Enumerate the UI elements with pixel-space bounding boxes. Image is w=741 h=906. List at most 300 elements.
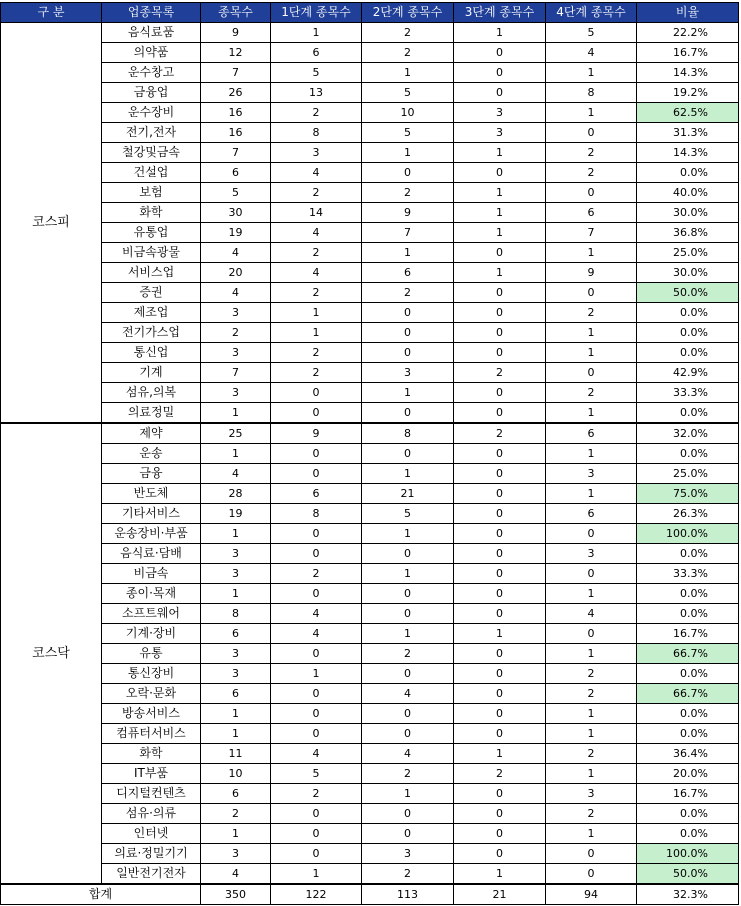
sector-name: 화학 [102,203,201,223]
stage2-count: 2 [362,23,454,43]
ratio: 100.0% [637,844,739,864]
ratio: 75.0% [637,484,739,504]
stage4-count: 0 [546,363,637,383]
stage1-count: 0 [271,464,362,484]
stage1-count: 4 [271,223,362,243]
stage2-count: 5 [362,504,454,524]
stage1-count: 1 [271,303,362,323]
stage3-count: 0 [454,564,546,584]
stage1-count: 0 [271,383,362,403]
stage2-count: 21 [362,484,454,504]
stage1-count: 0 [271,824,362,844]
stock-count: 30 [201,203,271,223]
stage1-count: 6 [271,43,362,63]
ratio: 50.0% [637,283,739,303]
sector-name: 운수장비 [102,103,201,123]
table-row [1,484,739,504]
stage2-count: 1 [362,464,454,484]
stock-count: 1 [201,444,271,464]
stage2-count: 3 [362,363,454,383]
ratio: 0.0% [637,444,739,464]
ratio: 25.0% [637,243,739,263]
stock-count: 25 [201,423,271,444]
stage1-count: 2 [271,784,362,804]
stage2-count: 0 [362,323,454,343]
stage4-count: 3 [546,784,637,804]
sector-name: 보험 [102,183,201,203]
ratio: 19.2% [637,83,739,103]
stage3-count: 3 [454,123,546,143]
stage1-count: 1 [271,23,362,43]
stock-count: 4 [201,464,271,484]
sector-name: 반도체 [102,484,201,504]
stage3-count: 0 [454,544,546,564]
stage2-count: 0 [362,444,454,464]
stock-count: 19 [201,223,271,243]
stage4-count: 6 [546,423,637,444]
table-row [1,163,739,183]
sector-name: 제조업 [102,303,201,323]
sector-name: 비금속광물 [102,243,201,263]
table-row [1,123,739,143]
stage3-count: 0 [454,323,546,343]
stage4-count: 1 [546,644,637,664]
sector-name: 소프트웨어 [102,604,201,624]
stage2-count: 8 [362,423,454,444]
total-stage3: 21 [454,884,546,905]
sector-name: 전기가스업 [102,323,201,343]
stage3-count: 0 [454,844,546,864]
sector-name: 의료정밀 [102,403,201,424]
table-row [1,544,739,564]
stage3-count: 0 [454,684,546,704]
stage2-count: 0 [362,303,454,323]
table-row [1,704,739,724]
stage4-count: 0 [546,624,637,644]
table-row [1,103,739,123]
stock-count: 10 [201,764,271,784]
table-row [1,504,739,524]
sector-name: 철강및금속 [102,143,201,163]
sector-name: 음식료품 [102,23,201,43]
table-row [1,223,739,243]
stock-count: 28 [201,484,271,504]
stock-count: 16 [201,103,271,123]
stage1-count: 4 [271,744,362,764]
stage3-count: 0 [454,464,546,484]
stage2-count: 9 [362,203,454,223]
stage4-count: 2 [546,303,637,323]
stage2-count: 0 [362,163,454,183]
ratio: 0.0% [637,163,739,183]
header-ratio: 비율 [637,3,739,23]
stage3-count: 0 [454,383,546,403]
ratio: 0.0% [637,604,739,624]
ratio: 0.0% [637,804,739,824]
stock-count: 20 [201,263,271,283]
table-row [1,784,739,804]
stock-count: 7 [201,143,271,163]
ratio: 0.0% [637,724,739,744]
stage3-count: 0 [454,484,546,504]
stock-count: 7 [201,63,271,83]
stage3-count: 2 [454,764,546,784]
stage3-count: 0 [454,444,546,464]
stock-count: 4 [201,864,271,885]
stage4-count: 1 [546,484,637,504]
table-row [1,283,739,303]
table-row [1,203,739,223]
sector-name: 컴퓨터서비스 [102,724,201,744]
ratio: 36.4% [637,744,739,764]
stage4-count: 5 [546,23,637,43]
total-ratio: 32.3% [637,884,739,905]
stage3-count: 0 [454,804,546,824]
stage4-count: 1 [546,584,637,604]
sector-name: 금융업 [102,83,201,103]
table-row [1,363,739,383]
stage1-count: 0 [271,684,362,704]
stock-count: 8 [201,604,271,624]
stage2-count: 2 [362,183,454,203]
stage4-count: 0 [546,123,637,143]
stage1-count: 2 [271,103,362,123]
stage2-count: 0 [362,824,454,844]
ratio: 50.0% [637,864,739,885]
sector-name: 건설업 [102,163,201,183]
table-row [1,824,739,844]
stage4-count: 1 [546,63,637,83]
ratio: 30.0% [637,203,739,223]
ratio: 100.0% [637,524,739,544]
stage1-count: 0 [271,524,362,544]
stage4-count: 0 [546,283,637,303]
stage4-count: 1 [546,824,637,844]
stock-count: 12 [201,43,271,63]
stage2-count: 10 [362,103,454,123]
stage4-count: 2 [546,744,637,764]
table-body [1,23,739,885]
table-row [1,43,739,63]
stage4-count: 9 [546,263,637,283]
stage4-count: 0 [546,183,637,203]
table-row [1,724,739,744]
stock-count: 1 [201,524,271,544]
stage3-count: 1 [454,183,546,203]
table-row [1,804,739,824]
table-row [1,303,739,323]
table-row [1,564,739,584]
table-row [1,624,739,644]
stock-count: 1 [201,403,271,424]
stage1-count: 0 [271,444,362,464]
stage4-count: 1 [546,403,637,424]
sector-name: 의료·정밀기기 [102,844,201,864]
header-stage3: 3단계 종목수 [454,3,546,23]
stage4-count: 1 [546,243,637,263]
table-row [1,464,739,484]
stage4-count: 0 [546,864,637,885]
stage3-count: 0 [454,283,546,303]
ratio: 0.0% [637,303,739,323]
total-count: 350 [201,884,271,905]
sector-name: IT부품 [102,764,201,784]
sector-name: 비금속 [102,564,201,584]
stage1-count: 2 [271,183,362,203]
stock-count: 6 [201,684,271,704]
stage2-count: 5 [362,123,454,143]
stock-count: 3 [201,844,271,864]
stage4-count: 0 [546,524,637,544]
sector-name: 방송서비스 [102,704,201,724]
stage1-count: 9 [271,423,362,444]
ratio: 0.0% [637,664,739,684]
ratio: 31.3% [637,123,739,143]
stage2-count: 6 [362,263,454,283]
stage4-count: 1 [546,323,637,343]
stock-count: 3 [201,564,271,584]
stage2-count: 0 [362,403,454,424]
ratio: 16.7% [637,43,739,63]
ratio: 0.0% [637,403,739,424]
stage4-count: 2 [546,143,637,163]
header-sector: 업종목록 [102,3,201,23]
ratio: 30.0% [637,263,739,283]
stage1-count: 0 [271,584,362,604]
total-label: 합계 [1,884,201,905]
stock-count: 2 [201,323,271,343]
stage1-count: 3 [271,143,362,163]
stage4-count: 4 [546,604,637,624]
stage3-count: 0 [454,83,546,103]
stage4-count: 3 [546,464,637,484]
stage4-count: 6 [546,203,637,223]
stock-count: 7 [201,363,271,383]
ratio: 25.0% [637,464,739,484]
stage4-count: 4 [546,43,637,63]
stage1-count: 5 [271,63,362,83]
sector-name: 인터넷 [102,824,201,844]
stage4-count: 2 [546,804,637,824]
sector-name: 통신장비 [102,664,201,684]
ratio: 0.0% [637,323,739,343]
stage3-count: 0 [454,784,546,804]
table-row [1,524,739,544]
sector-name: 디지털컨텐츠 [102,784,201,804]
stage4-count: 1 [546,764,637,784]
stage2-count: 0 [362,544,454,564]
stage1-count: 0 [271,644,362,664]
stage2-count: 2 [362,864,454,885]
table-row [1,403,739,424]
table-row [1,444,739,464]
stock-count: 1 [201,824,271,844]
table-row [1,243,739,263]
stock-count: 11 [201,744,271,764]
stage2-count: 1 [362,243,454,263]
group-label: 코스피 [1,23,102,424]
table-row [1,684,739,704]
table-row [1,764,739,784]
stage1-count: 2 [271,283,362,303]
sector-name: 음식료·담배 [102,544,201,564]
stage4-count: 2 [546,684,637,704]
stage1-count: 1 [271,664,362,684]
table-row [1,343,739,363]
stage4-count: 1 [546,343,637,363]
table-row [1,143,739,163]
stage3-count: 1 [454,143,546,163]
stage3-count: 0 [454,63,546,83]
stage1-count: 0 [271,544,362,564]
stage3-count: 0 [454,584,546,604]
ratio: 0.0% [637,343,739,363]
stage3-count: 0 [454,604,546,624]
table-row [1,864,739,885]
stage3-count: 0 [454,163,546,183]
ratio: 0.0% [637,544,739,564]
stage3-count: 1 [454,203,546,223]
stage2-count: 0 [362,704,454,724]
table-row [1,83,739,103]
sector-name: 종이·목재 [102,584,201,604]
stock-count: 6 [201,163,271,183]
stage3-count: 0 [454,403,546,424]
sector-name: 증권 [102,283,201,303]
stage2-count: 0 [362,343,454,363]
stage2-count: 4 [362,744,454,764]
table-row [1,323,739,343]
stage1-count: 0 [271,724,362,744]
stock-count: 5 [201,183,271,203]
ratio: 33.3% [637,564,739,584]
sector-name: 운송 [102,444,201,464]
ratio: 20.0% [637,764,739,784]
ratio: 33.3% [637,383,739,403]
stage4-count: 7 [546,223,637,243]
stock-count: 1 [201,704,271,724]
stage4-count: 2 [546,163,637,183]
table-row [1,744,739,764]
stock-count: 3 [201,303,271,323]
stage2-count: 2 [362,644,454,664]
total-row [1,884,739,905]
stage3-count: 1 [454,223,546,243]
stage3-count: 0 [454,504,546,524]
stage2-count: 5 [362,83,454,103]
stage4-count: 3 [546,544,637,564]
table-row [1,844,739,864]
sector-name: 오락·문화 [102,684,201,704]
stage1-count: 0 [271,403,362,424]
total-stage1: 122 [271,884,362,905]
stage2-count: 1 [362,524,454,544]
stage1-count: 8 [271,504,362,524]
header-count: 종목수 [201,3,271,23]
sector-name: 전기,전자 [102,123,201,143]
sector-name: 운수창고 [102,63,201,83]
table-row [1,423,739,444]
sector-name: 서비스업 [102,263,201,283]
stage2-count: 1 [362,564,454,584]
stock-count: 19 [201,504,271,524]
ratio: 26.3% [637,504,739,524]
stage2-count: 3 [362,844,454,864]
stage3-count: 2 [454,363,546,383]
sector-name: 의약품 [102,43,201,63]
stage3-count: 1 [454,624,546,644]
stage1-count: 8 [271,123,362,143]
ratio: 66.7% [637,644,739,664]
stage1-count: 2 [271,243,362,263]
stage3-count: 1 [454,23,546,43]
stock-count: 3 [201,383,271,403]
ratio: 14.3% [637,143,739,163]
stage1-count: 13 [271,83,362,103]
stage2-count: 2 [362,283,454,303]
stage3-count: 1 [454,864,546,885]
stage1-count: 5 [271,764,362,784]
ratio: 42.9% [637,363,739,383]
stage3-count: 0 [454,343,546,363]
stage3-count: 0 [454,303,546,323]
header-stage2: 2단계 종목수 [362,3,454,23]
stock-count: 16 [201,123,271,143]
table-row [1,183,739,203]
stage2-count: 0 [362,584,454,604]
stage3-count: 0 [454,724,546,744]
sector-name: 섬유·의류 [102,804,201,824]
stage1-count: 2 [271,363,362,383]
stage1-count: 1 [271,864,362,885]
group-label: 코스닥 [1,423,102,884]
stock-count: 2 [201,804,271,824]
stock-count: 26 [201,83,271,103]
sector-name: 기계·장비 [102,624,201,644]
stage2-count: 2 [362,764,454,784]
table-row [1,63,739,83]
stock-count: 3 [201,343,271,363]
total-stage2: 113 [362,884,454,905]
sector-stage-table [0,2,739,905]
stage2-count: 1 [362,143,454,163]
stage1-count: 2 [271,343,362,363]
stage2-count: 1 [362,624,454,644]
sector-name: 운송장비·부품 [102,524,201,544]
stock-count: 4 [201,243,271,263]
stage1-count: 14 [271,203,362,223]
stock-count: 3 [201,544,271,564]
stage1-count: 1 [271,323,362,343]
ratio: 16.7% [637,624,739,644]
stock-count: 1 [201,584,271,604]
header-stage4: 4단계 종목수 [546,3,637,23]
stage2-count: 0 [362,804,454,824]
ratio: 0.0% [637,704,739,724]
stage1-count: 4 [271,263,362,283]
stage3-count: 0 [454,43,546,63]
header-group: 구 분 [1,3,102,23]
stage2-count: 1 [362,383,454,403]
ratio: 0.0% [637,584,739,604]
stage2-count: 2 [362,43,454,63]
sector-name: 일반전기전자 [102,864,201,885]
ratio: 62.5% [637,103,739,123]
stage4-count: 2 [546,383,637,403]
stage1-count: 0 [271,704,362,724]
sector-name: 통신업 [102,343,201,363]
stage2-count: 7 [362,223,454,243]
